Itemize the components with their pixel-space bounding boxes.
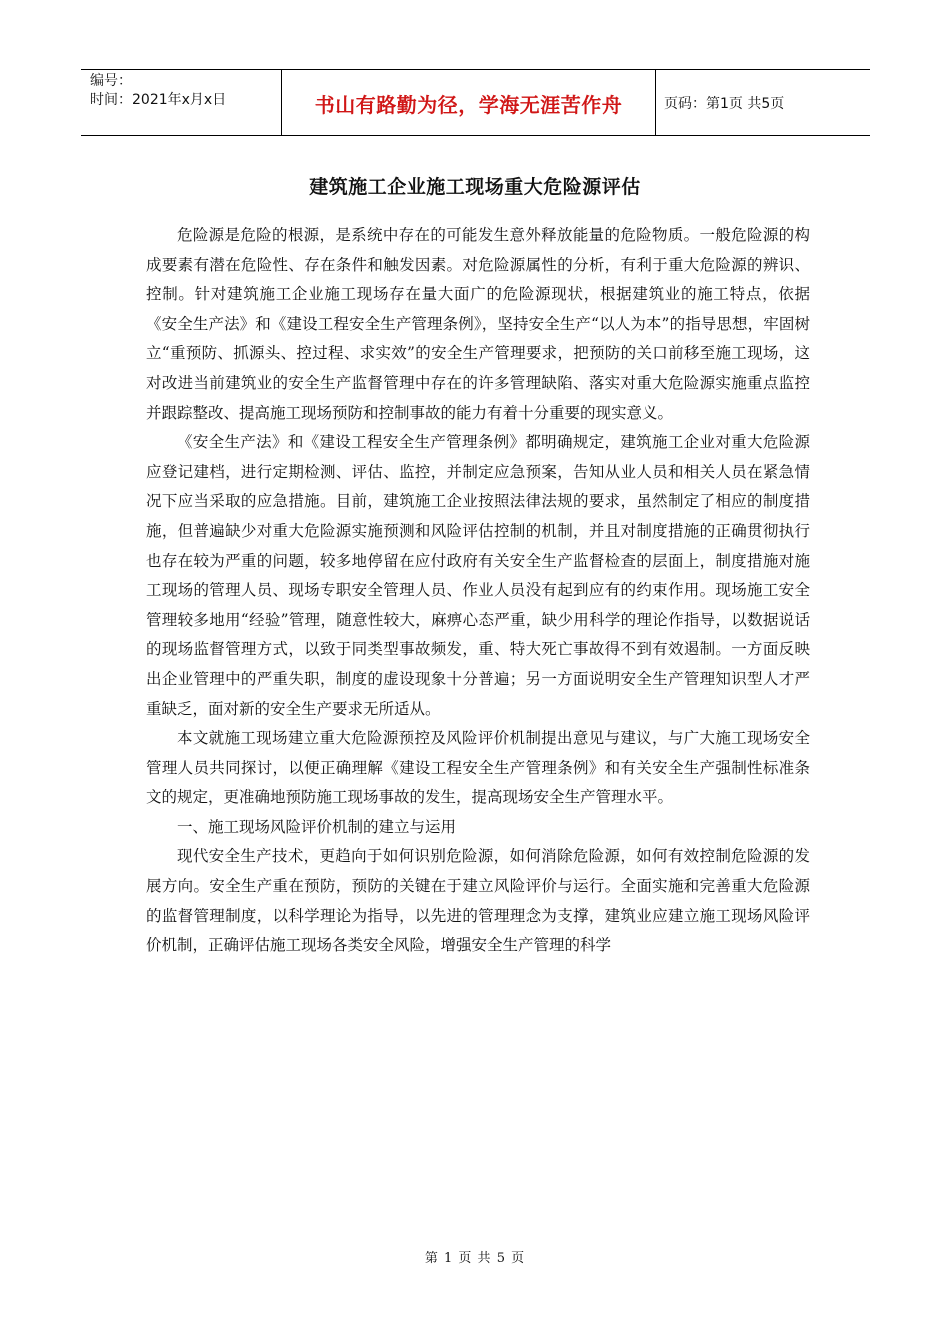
header-info-cell <box>81 70 281 135</box>
header-motto: 书山有路勤为径，学海无涯苦作舟 <box>281 70 656 135</box>
paragraph: 现代安全生产技术，更趋向于如何识别危险源，如何消除危险源，如何有效控制危险源的发展方向。安全生产重在预防，预防的关键在于建立风险评价与运行。全面实施和完善重大危险源的监督管理制度，以科学理论为指导，以先进的管理理念为支撑，建筑业应建立施工现场风险评价机制，正确评估施工现场各类安全风险，增强安全生产管理的科学 <box>146 847 810 955</box>
document-header <box>81 69 870 136</box>
number-label: 编号： <box>90 73 132 89</box>
paragraph: 危险源是危险的根源，是系统中存在的可能发生意外释放能量的危险物质。一般危险源的构成要素有潜在危险性、存在条件和触发因素。对危险源属性的分析，有利于重大危险源的辨识、控制。针对建筑施工企业施工现场存在量大面广的危险源现状，根据建筑业的施工特点，依据《安全生产法》和《建设工程安全生产管理条例》，坚持安全生产“以人为本”的指导思想，牢固树立“重预防、抓源头、控过程、求实效”的安全生产管理要求，把预防的关口前移至施工现场，这对改进当前建筑业的安全生产监督管理中存在的许多管理缺陷、落实对重大危险源实施重点监控并跟踪整改、提高施工现场预防和控制事故的能力有着十分重要的现实意义。 <box>146 226 810 422</box>
document-title: 建筑施工企业施工现场重大危险源评估 <box>309 176 641 198</box>
page-footer: 第 1 页 共 5 页 <box>424 1251 526 1266</box>
header-page-info: 页码：第1页 共5页 <box>664 95 785 112</box>
paragraph: 本文就施工现场建立重大危险源预控及风险评价机制提出意见与建议，与广大施工现场安全管理人员共同探讨，以便正确理解《建设工程安全生产管理条例》和有关安全生产强制性标准条文的规定，更准确地预防施工现场事故的发生，提高现场安全生产管理水平。 <box>146 729 810 807</box>
section-heading: 一、施工现场风险评价机制的建立与运用 <box>177 817 457 836</box>
document-body <box>146 221 810 961</box>
date-label: 时间：2021年x月x日 <box>90 92 227 108</box>
paragraph: 《安全生产法》和《建设工程安全生产管理条例》都明确规定，建筑施工企业对重大危险源应登记建档，进行定期检测、评估、监控，并制定应急预案，告知从业人员和相关人员在紧急情况下应当采取的应急措施。目前，建筑施工企业按照法律法规的要求，虽然制定了相应的制度措施，但普遍缺少对重大危险源实施预测和风险评估控制的机制，并且对制度措施的正确贯彻执行也存在较为严重的问题，较多地停留在应付政府有关安全生产监督检查的层面上，制度措施对施工现场的管理人员、现场专职安全管理人员、作业人员没有起到应有的约束作用。现场施工安全管理较多地用“经验”管理，随意性较大，麻痹心态严重，缺少用科学的理论作指导，以数据说话的现场监督管理方式，以致于同类型事故频发，重、特大死亡事故得不到有效遏制。一方面反映出企业管理中的严重失职，制度的虚设现象十分普遍；另一方面说明安全生产管理知识型人才严重缺乏，面对新的安全生产要求无所适从。 <box>146 433 810 718</box>
